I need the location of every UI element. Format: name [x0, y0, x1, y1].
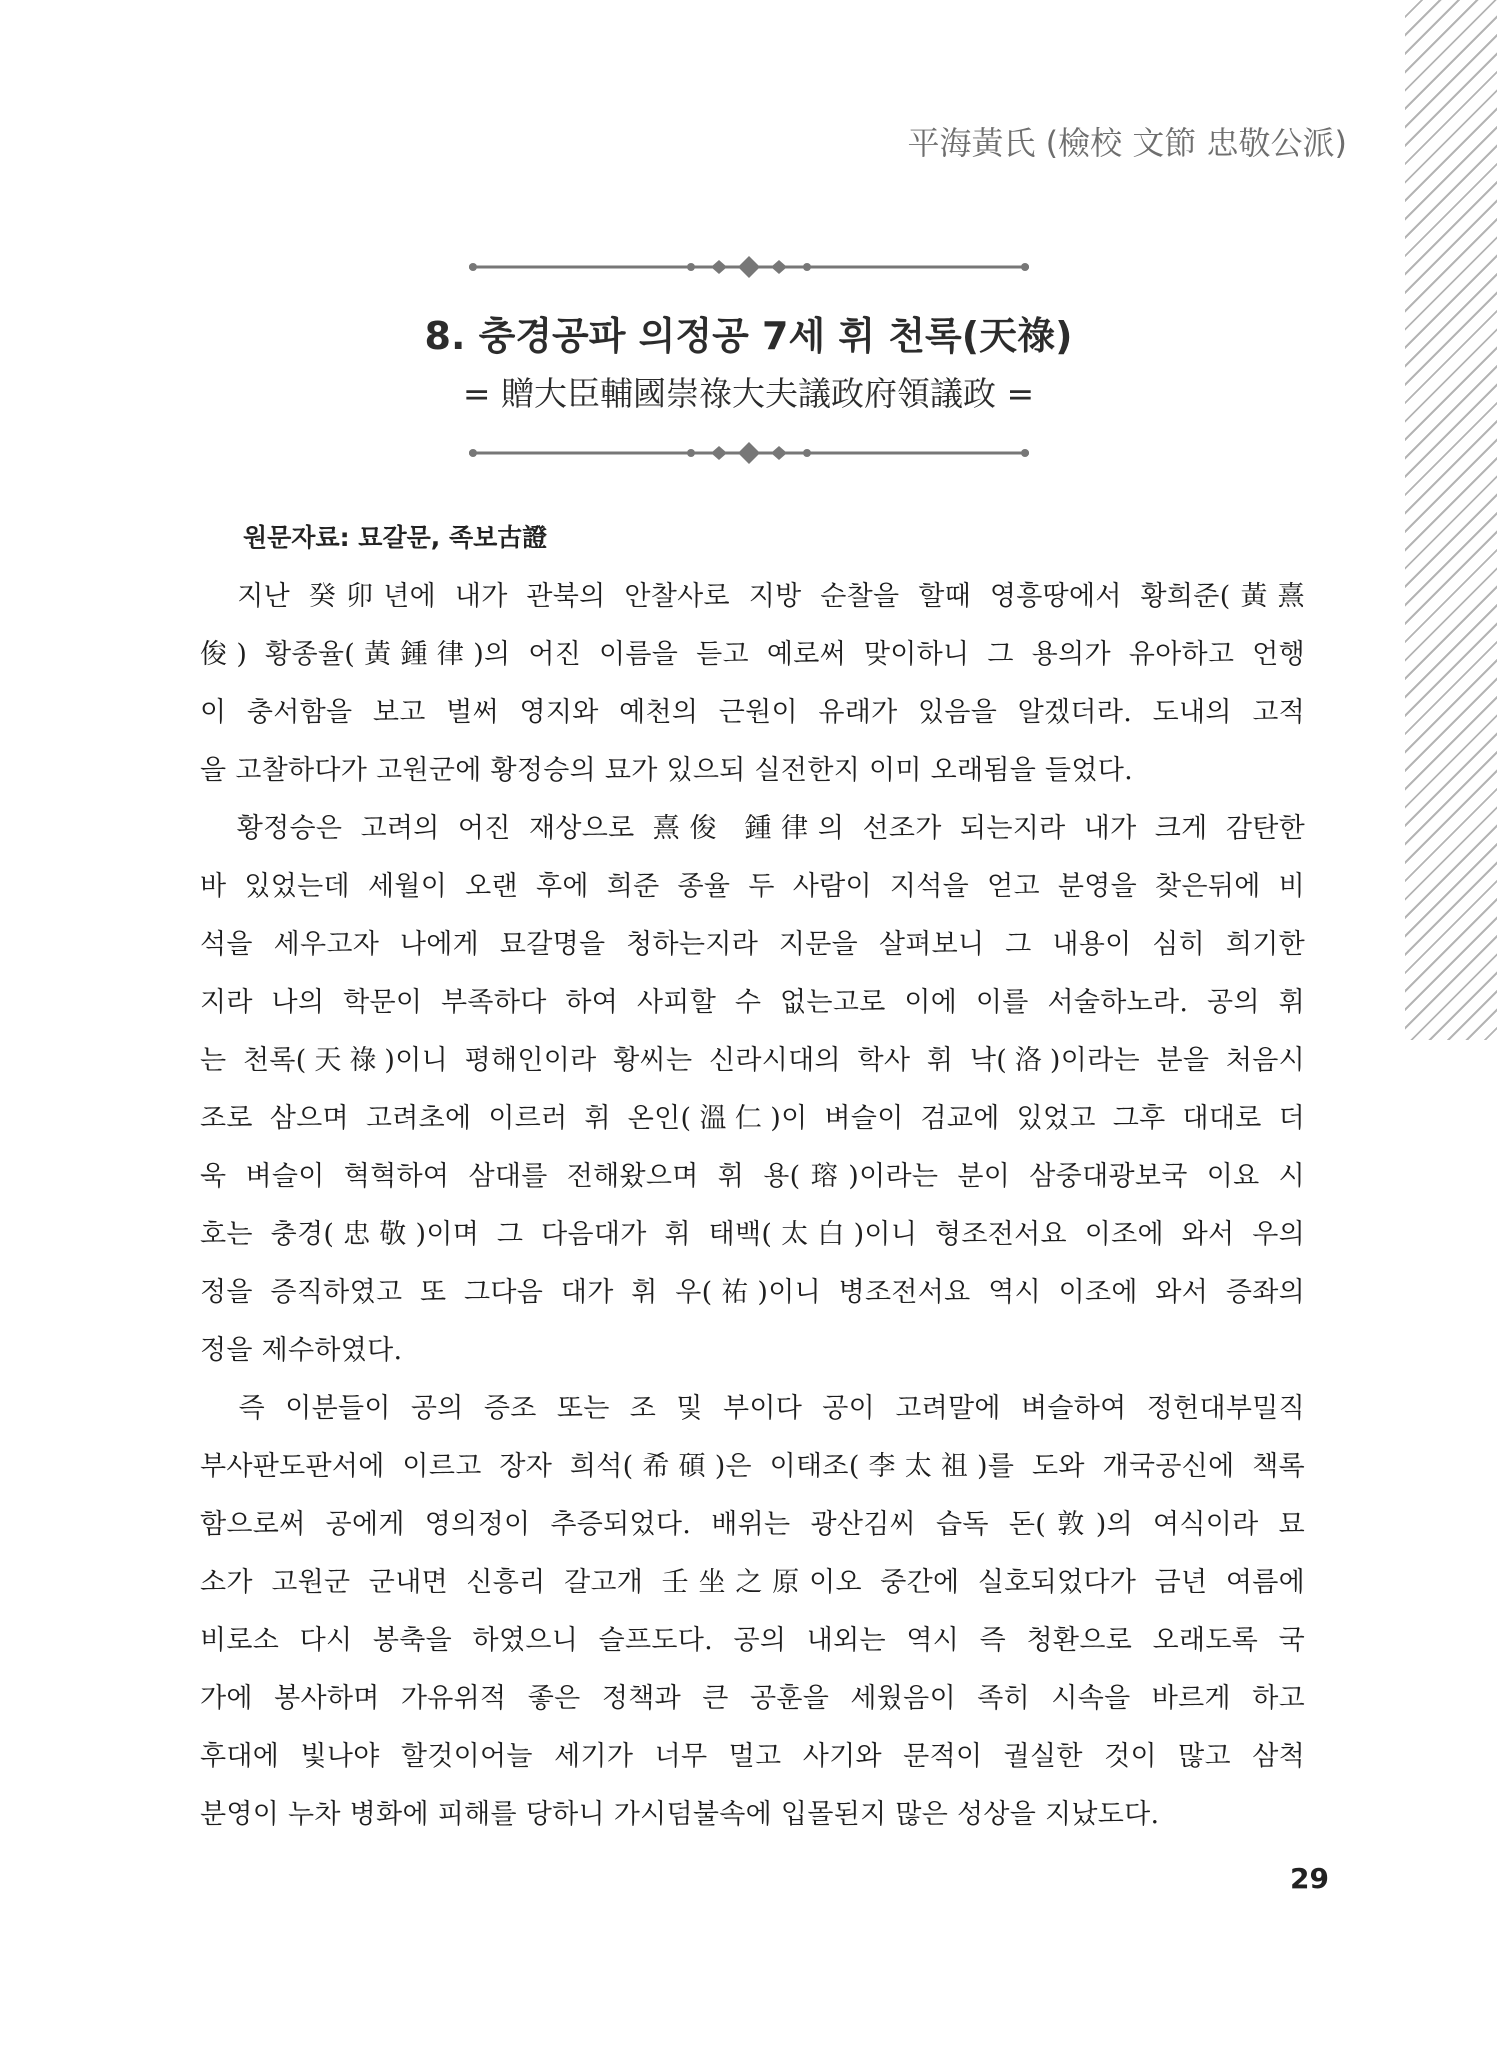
paragraph	[200, 1380, 1305, 1844]
text-line: 소가 고원군 군내면 신흥리 갈고개 壬坐之原이오 중간에 실호되었다가 금년 여름에	[200, 1567, 1305, 1598]
text-line: 조로 삼으며 고려초에 이르러 휘 온인(溫仁)이 벼슬이 검교에 있었고 그후 대대로 더	[200, 1103, 1305, 1134]
text-line: 지난 癸卯년에 내가 관북의 안찰사로 지방 순찰을 할때 영흥땅에서 황희준(黃熹	[200, 581, 1305, 612]
bottom-ornament	[469, 441, 1029, 465]
text-line: 석을 세우고자 나에게 묘갈명을 청하는지라 지문을 살펴보니 그 내용이 심히 희기한	[200, 929, 1305, 960]
text-line: 俊) 황종율(黃鍾律)의 어진 이름을 듣고 예로써 맞이하니 그 용의가 유아하고 언행	[200, 639, 1305, 670]
text-line: 부사판도판서에 이르고 장자 희석(希碩)은 이태조(李太祖)를 도와 개국공신에 책록	[200, 1451, 1305, 1482]
text-line: 정을 제수하였다.	[200, 1335, 403, 1366]
text-line: 황정승은 고려의 어진 재상으로 熹俊 鍾律의 선조가 되는지라 내가 크게 감탄한	[200, 813, 1305, 844]
text-line: 즉 이분들이 공의 증조 또는 조 및 부이다 공이 고려말에 벼슬하여 정헌대부밀직	[200, 1393, 1305, 1424]
text-line: 는 천록(天祿)이니 평해인이라 황씨는 신라시대의 학사 휘 낙(洛)이라는 분을 처음시	[200, 1045, 1305, 1076]
text-line: 후대에 빛나야 할것이어늘 세기가 너무 멀고 사기와 문적이 궐실한 것이 많고 삼척	[200, 1741, 1305, 1772]
page-number: 29	[1290, 1862, 1329, 1895]
text-line: 바 있었는데 세월이 오랜 후에 희준 종율 두 사람이 지석을 얻고 분영을 찾은뒤에 비	[200, 871, 1305, 902]
section-title: 8. 충경공파 의정공 7세 휘 천록(天祿)	[424, 314, 1073, 358]
paragraph	[200, 568, 1305, 800]
text-line: 함으로써 공에게 영의정이 추증되었다. 배위는 광산김씨 습독 돈(敦)의 여식이라 묘	[200, 1509, 1305, 1540]
section-subtitle: = 贈大臣輔國崇祿大夫議政府領議政 =	[462, 374, 1035, 413]
text-line: 정을 증직하였고 또 그다음 대가 휘 우(祐)이니 병조전서요 역시 이조에 와서 증좌의	[200, 1277, 1305, 1308]
text-line: 이 충서함을 보고 벌써 영지와 예천의 근원이 유래가 있음을 알겠더라. 도내의 고적	[200, 697, 1305, 728]
text-line: 분영이 누차 병화에 피해를 당하니 가시덤불속에 입몰된지 많은 성상을 지났도다.	[200, 1799, 1160, 1830]
text-line: 가에 봉사하며 가유위적 좋은 정책과 큰 공훈을 세웠음이 족히 시속을 바르게 하고	[200, 1683, 1305, 1714]
paragraph	[200, 800, 1305, 1380]
text-line: 을 고찰하다가 고원군에 황정승의 묘가 있으되 실전한지 이미 오래됨을 들었다.	[200, 755, 1134, 786]
text-line: 욱 벼슬이 혁혁하여 삼대를 전해왔으며 휘 용(瑢)이라는 분이 삼중대광보국 이요 시	[200, 1161, 1305, 1192]
source-label: 원문자료: 묘갈문, 족보古證	[243, 523, 548, 552]
title-block	[0, 255, 1497, 465]
text-line: 호는 충경(忠敬)이며 그 다음대가 휘 태백(太白)이니 형조전서요 이조에 와서 우의	[200, 1219, 1305, 1250]
running-header: 平海黃氏 (檢校 文節 忠敬公派)	[907, 124, 1347, 162]
decorative-stripes	[1405, 0, 1497, 1040]
text-line: 비로소 다시 봉축을 하였으니 슬프도다. 공의 내외는 역시 즉 청환으로 오래도록 국	[200, 1625, 1305, 1656]
body-text	[200, 568, 1305, 1844]
top-ornament	[469, 255, 1029, 279]
text-line: 지라 나의 학문이 부족하다 하여 사피할 수 없는고로 이에 이를 서술하노라. 공의 휘	[200, 987, 1305, 1018]
